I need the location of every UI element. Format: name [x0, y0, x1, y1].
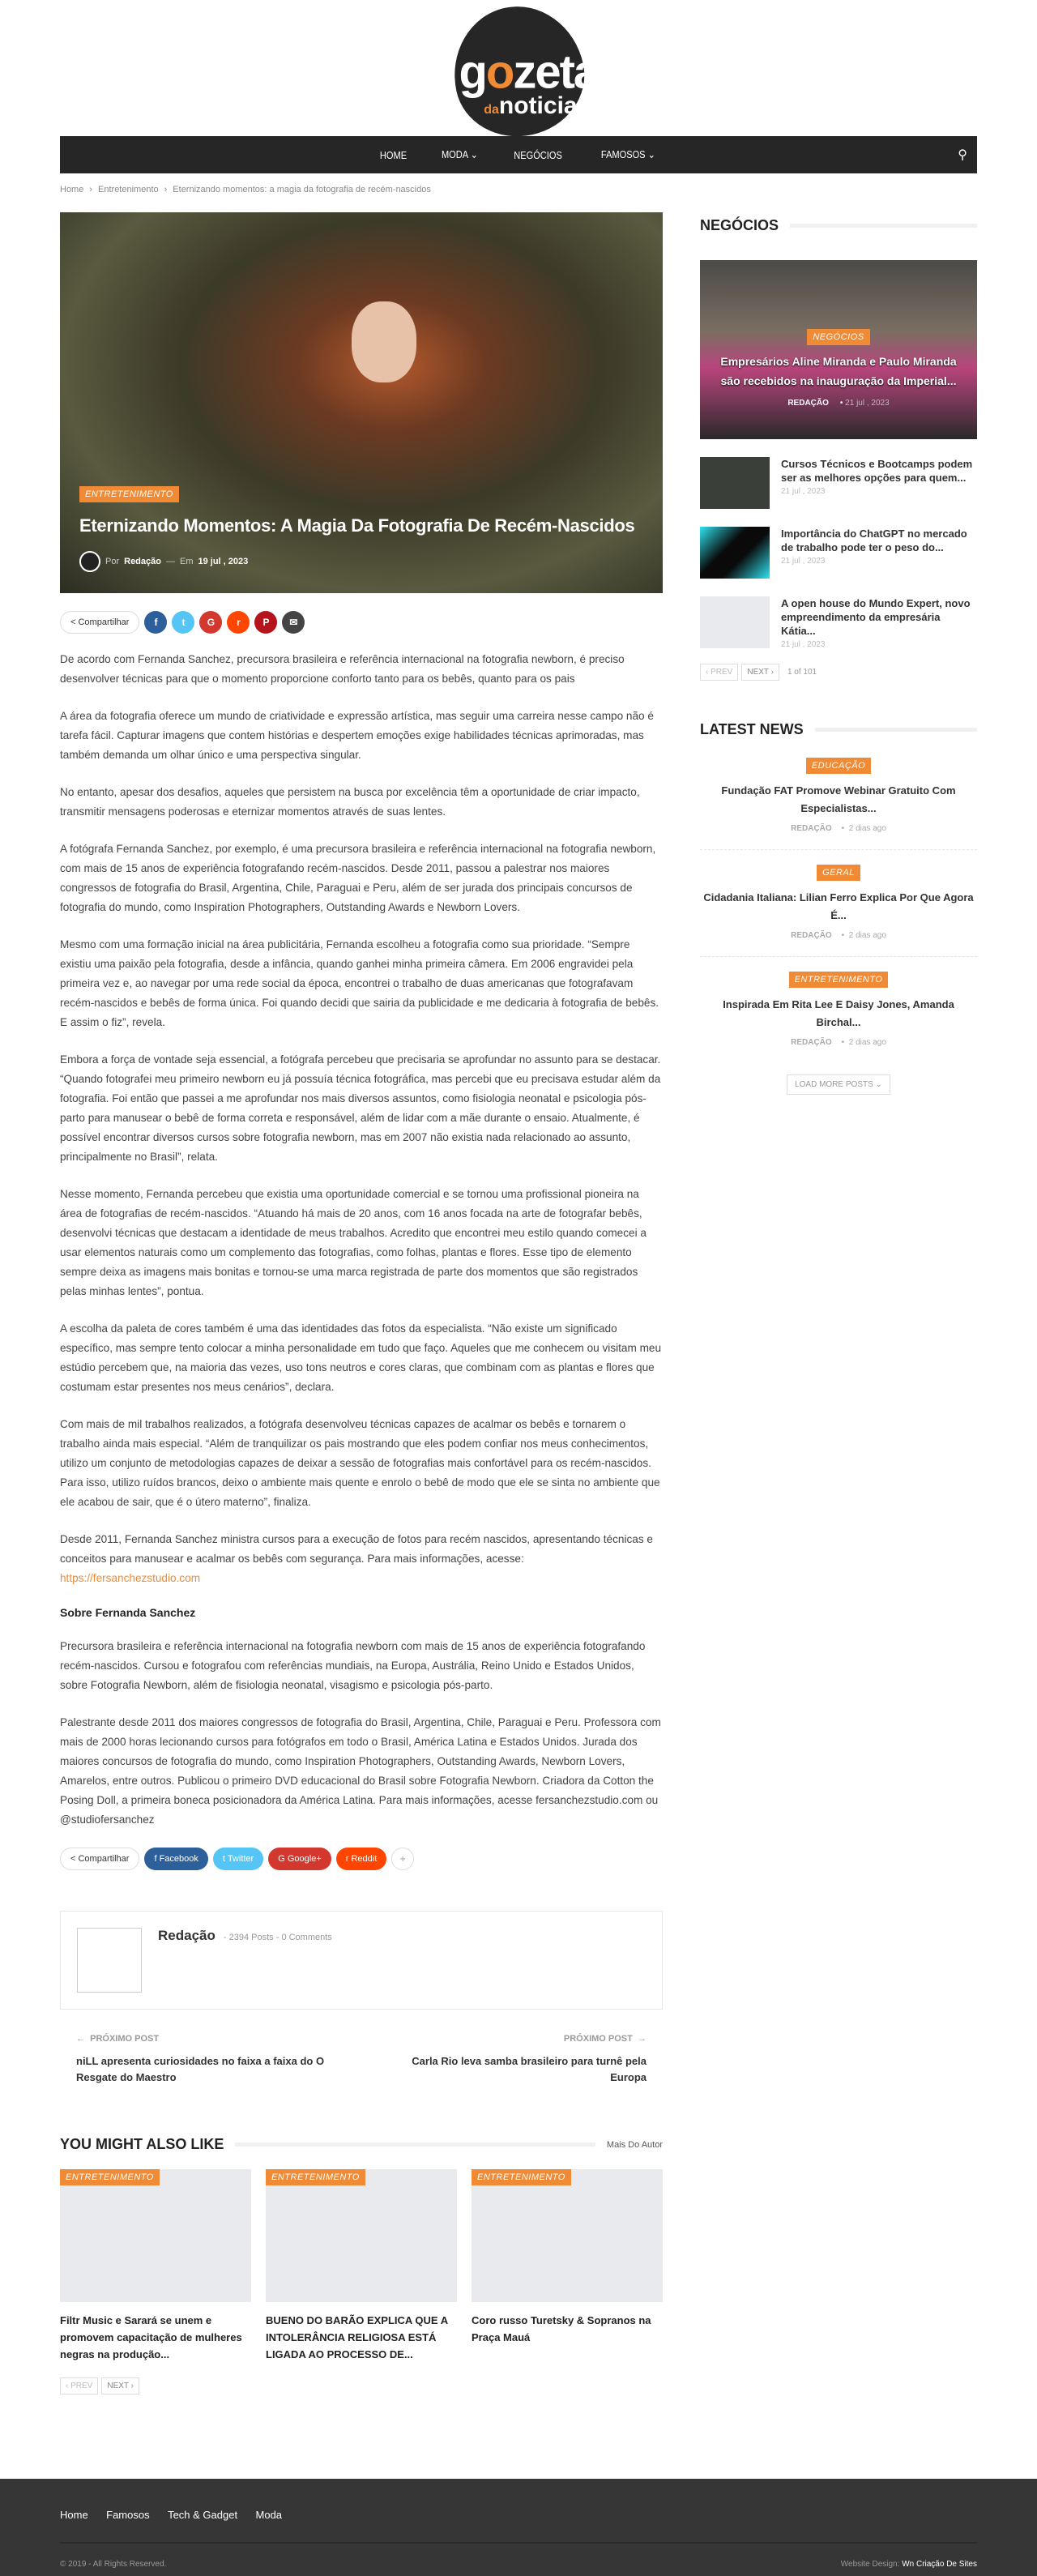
designer-link[interactable]: Wn Criação De Sites	[902, 2560, 977, 2569]
nav-negocios[interactable]: NEGÓCIOS	[514, 148, 563, 161]
share-button[interactable]: < Compartilhar	[60, 1848, 139, 1870]
paragraph: Desde 2011, Fernanda Sanchez ministra cursos para a execução de fotos para recém nascidos, apresentando técnicas e conceitos para manusear e acalmar os bebês com segurança. Para mais informações, acesse:	[60, 1533, 653, 1565]
author-avatar[interactable]	[79, 551, 100, 572]
article-date: 19 jul , 2023	[198, 557, 249, 566]
facebook-share-button[interactable]: f Facebook	[144, 1848, 207, 1870]
latest-item[interactable]: EDUCAÇÃO Fundação FAT Promove Webinar Gratuito Com Especialistas... REDAÇÃO • 2 dias ago	[700, 743, 977, 850]
section-heading: LATEST NEWS	[700, 721, 804, 737]
paragraph: Precursora brasileira e referência internacional na fotografia newborn com mais de 15 anos de experiência fotografando recém-nascidos. Cursou e fotografou com referências mundiais, na Europa, Austrália, Reino Unido e Estados Unidos, sobre Fotografia Newborn, além de fisiologia neonatal, visagismo e psicologia pós-parto.	[60, 1640, 646, 1691]
twitter-icon[interactable]: t	[172, 611, 194, 634]
related-card[interactable]: ENTRETENIMENTO Coro russo Turetsky & Sopranos na Praça Mauá	[472, 2169, 663, 2363]
next-button[interactable]: NEXT ›	[741, 664, 779, 681]
paragraph: Embora a força de vontade seja essencial, a fotógrafa percebeu que precisaria se aprofundar no assunto para se destacar. “Quando fotografei meu primeiro newborn eu já possuía técnica fotográfica, mas percebi que eu precisava estudar além da fotografia. Foi então que passei a me aprofundar nos mais diversos assuntos, como fisiologia neonatal e psicologia pós-parto para manusear o bebê de forma correta e responsável, além de lidar com a mãe durante o ensaio. Atualmente, é possível encontrar diversos cursos sobre fotografia newborn, mas em 2007 não existia nada relacionado ao assunto, principalmente no Brasil”, relata.	[60, 1053, 661, 1163]
facebook-icon[interactable]: f	[144, 611, 167, 634]
logo-mark	[442, 0, 599, 148]
arrow-right-icon: →	[638, 2034, 647, 2044]
studio-link[interactable]: https://fersanchezstudio.com	[60, 1572, 201, 1584]
footer-link-famosos[interactable]: Famosos	[106, 2509, 150, 2521]
author-link[interactable]: Redação	[124, 557, 161, 566]
arrow-left-icon: ←	[76, 2034, 85, 2044]
google-icon[interactable]: G	[199, 611, 222, 634]
copyright: © 2019 - All Rights Reserved.	[60, 2560, 167, 2569]
paragraph: No entanto, apesar dos desafios, aqueles que persistem na busca por excelência têm a oportunidade de criar impacto, transmitir mensagens poderosas e eternizar momentos através de suas lentes.	[60, 786, 640, 818]
share-label: Compartilhar	[78, 617, 130, 627]
list-item[interactable]: Cursos Técnicos e Bootcamps podem ser as melhores opções para quem... 21 jul , 2023	[700, 457, 977, 509]
paragraph: Mesmo com uma formação inicial na área publicitária, Fernanda escolheu a fotografia como sua prioridade. “Sempre existiu uma paixão pela fotografia, desde a infância, quando ganhei minha primeira câmera. Em 2006 engravidei pela primeira vez e, ao navegar por uma rede social da época, encontrei o trabalho de duas americanas que fotografavam recém-nascidos e bebês de forma única. Foi quando decidi que sairia da publicidade e me dedicaria à fotografia de bebês. E assim o fiz”, revela.	[60, 938, 659, 1028]
nav-moda[interactable]: MODA ⌄	[441, 148, 478, 160]
design-label: Website Design:	[840, 2560, 900, 2569]
author-box: Redação - 2394 Posts - 0 Comments	[60, 1911, 663, 2010]
main-nav	[60, 136, 977, 173]
prev-post[interactable]: ← PRÓXIMO POST niLL apresenta curiosidades no faixa a faixa do O Resgate do Maestro	[76, 2034, 325, 2083]
related-card[interactable]: ENTRETENIMENTO BUENO DO BARÃO EXPLICA QUE A INTOLERÂNCIA RELIGIOSA ESTÁ LIGADA AO PROCESSO DE...	[266, 2169, 457, 2363]
author-posts: 2394 Posts	[228, 1933, 274, 1942]
post-navigation	[76, 2034, 647, 2086]
search-icon[interactable]: ⚲	[958, 148, 967, 162]
on-label: Em	[179, 557, 194, 566]
share-bar-bottom	[60, 1848, 663, 1870]
breadcrumb-category[interactable]: Entretenimento	[98, 185, 159, 194]
hero-photo-subject	[352, 301, 416, 382]
logo-text: g	[459, 45, 486, 99]
more-share-icon[interactable]: +	[391, 1848, 414, 1870]
paragraph: Com mais de mil trabalhos realizados, a fotógrafa desenvolveu técnicas capazes de acalmar os bebês e tornarem o trabalho ainda mais especial. “Além de tranquilizar os pais mostrando que eles podem confiar nos meus conhecimentos, utilizo um conjunto de metodologias capazes de deixar a sessão de fotografias mais confortável para os recém-nascidos. Para isso, utilizo ruídos brancos, deixo o ambiente mais quente e enrolo o bebê de modo que ele se sinta no ambiente que ele acabou de sair, que é o útero materno”, finaliza.	[60, 1418, 660, 1508]
latest-item[interactable]: ENTRETENIMENTO Inspirada Em Rita Lee E Daisy Jones, Amanda Birchal... REDAÇÃO • 2 dias ago	[700, 957, 977, 1063]
prev-button[interactable]: ‹ PREV	[60, 2377, 98, 2394]
list-item[interactable]: Importância do ChatGPT no mercado de trabalho pode ter o peso do... 21 jul , 2023	[700, 527, 977, 579]
logo-text: noticia	[498, 92, 578, 119]
article-title: Eternizando Momentos: A Magia Da Fotografia De Recém-Nascidos	[79, 515, 635, 536]
article-meta	[79, 551, 248, 572]
paragraph: Palestrante desde 2011 dos maiores congressos de fotografia do Brasil, Argentina, Chile, Paraguai e Peru. Professora com mais de 2000 horas lecionando cursos para fotógrafos em todo o Brasil, América Latina e Estados Unidos. Jurada dos maiores concursos de fotografia do mundo, como Inspiration Photographers, Outstanding Awards, Newborn Lovers, Amarelos, entre outros. Publicou o primeiro DVD educacional do Brasil sobre Fotografia Newborn. Criadora da Cotton the Posing Doll, a primeira boneca posicionadora da América Latina. Para mais informações, acesse fersanchezstudio.com ou @studiofersanchez	[60, 1716, 661, 1826]
share-button[interactable]: < Compartilhar	[60, 611, 139, 634]
page-count: 1 of 101	[787, 668, 817, 677]
share-label: Compartilhar	[78, 1854, 130, 1864]
footer	[0, 2479, 1037, 2576]
twitter-share-button[interactable]: t Twitter	[213, 1848, 263, 1870]
paragraph: Nesse momento, Fernanda percebeu que existia uma oportunidade comercial e se tornou uma profissional pioneira na área de fotografias de recém-nascidos. “Atuando há mais de 20 anos, com 16 anos focada na arte de fotografar bebês, desenvolvi técnicas que destacam a identidade de meus trabalhos. Acredito que encontrei meu estilo quando comecei a usar elementos naturais como um complemento das fotografias, como folhas, plantas e flores. Esse tipo de elemento sempre deixa as imagens mais bonitas e tornou-se uma marca registrada de parte dos momentos que são registrados pelas minhas lentes”, pontua.	[60, 1188, 647, 1297]
category-badge[interactable]: ENTRETENIMENTO	[79, 486, 179, 502]
footer-link-tech[interactable]: Tech & Gadget	[168, 2509, 238, 2521]
author-photo[interactable]	[77, 1928, 142, 1993]
breadcrumb-home[interactable]: Home	[60, 185, 84, 194]
related-card[interactable]: ENTRETENIMENTO Filtr Music e Sarará se unem e promovem capacitação de mulheres negras na produção...	[60, 2169, 251, 2363]
hero-image	[60, 212, 663, 593]
by-label: Por	[105, 557, 120, 566]
section-heading: YOU MIGHT ALSO LIKE	[60, 2136, 224, 2152]
more-from-author-tab[interactable]: Mais Do Autor	[606, 2139, 663, 2150]
meta-separator: —	[165, 557, 175, 566]
sidebar	[700, 212, 977, 2394]
prev-button[interactable]: ‹ PREV	[700, 664, 738, 681]
section-heading: NEGÓCIOS	[700, 217, 779, 233]
breadcrumb: Home › Entretenimento › Eternizando momentos: a magia da fotografia de recém-nascidos	[60, 185, 431, 194]
logo-text: o	[485, 45, 514, 99]
nav-famosos[interactable]: FAMOSOS ⌄	[600, 148, 655, 160]
share-bar-top	[60, 611, 663, 634]
load-more-button[interactable]: LOAD MORE POSTS ⌄	[787, 1074, 890, 1095]
site-logo[interactable]	[60, 0, 977, 136]
footer-link-moda[interactable]: Moda	[255, 2509, 283, 2521]
latest-item[interactable]: GERAL Cidadania Italiana: Lilian Ferro Explica Por Que Agora É... REDAÇÃO • 2 dias ago	[700, 850, 977, 957]
related-posts	[60, 2136, 663, 2394]
next-button[interactable]: NEXT ›	[101, 2377, 139, 2394]
paragraph: A fotógrafa Fernanda Sanchez, por exemplo, é uma precursora brasileira e referência internacional na fotografia newborn, com mais de 15 anos de experiência fotografando recém-nascidos. Desde 2011, passou a palestrar nos maiores congressos de fotografia do Brasil, Argentina, Chile, Paraguai e Peru, além de ser jurada dos principais concursos de fotografia do mundo, como Inspiration Photographers, Outstanding Awards e Newborn Lovers.	[60, 843, 656, 913]
featured-post[interactable]: NEGÓCIOS Empresários Aline Miranda e Paulo Miranda são recebidos na inauguração da Imperial... REDAÇÃO • 21 jul , 2023	[700, 260, 977, 439]
footer-link-home[interactable]: Home	[60, 2509, 88, 2521]
list-item[interactable]: A open house do Mundo Expert, novo empreendimento da empresária Kátia... 21 jul , 2023	[700, 596, 977, 649]
subheading: Sobre Fernanda Sanchez	[60, 1606, 196, 1619]
logo-text: da	[484, 102, 499, 117]
reddit-icon[interactable]: r	[227, 611, 250, 634]
breadcrumb-current: Eternizando momentos: a magia da fotografia de recém-nascidos	[173, 185, 431, 194]
paragraph: A escolha da paleta de cores também é uma das identidades das fotos da especialista. “Não existe um significado específico, mas sempre tento colocar a minha personalidade em tudo que faço. Aqueles que me conhecem ou visitam meu estúdio percebem que, na maioria das vezes, uso tons neutros e cores claras, que combinam com as plantas e flores que costumam estar presentes nos meus cenários”, declara.	[60, 1322, 662, 1393]
email-icon[interactable]: ✉	[282, 611, 305, 634]
logo-text: zeta	[513, 45, 599, 99]
pinterest-icon[interactable]: P	[254, 611, 277, 634]
next-post[interactable]: PRÓXIMO POST → Carla Rio leva samba brasileiro para turnê pela Europa	[412, 2034, 647, 2083]
article	[60, 212, 663, 2394]
google-share-button[interactable]: G Google+	[268, 1848, 331, 1870]
author-comments: 0 Comments	[281, 1933, 332, 1942]
author-name[interactable]: Redação	[158, 1928, 216, 1943]
article-body	[60, 650, 663, 1830]
paragraph: De acordo com Fernanda Sanchez, precursora brasileira e referência internacional na fotografia newborn, é preciso desenvolver técnicas para que o momento proporcione conforto tanto para os bebês, quanto para os pais	[60, 653, 625, 685]
paragraph: A área da fotografia oferece um mundo de criatividade e expressão artística, mas seguir uma carreira nesse campo não é tarefa fácil. Capturar imagens que contem histórias e despertem emoções exige habilidades técnicas aprimoradas, mas também demanda um olhar único e uma perspectiva singular.	[60, 710, 654, 761]
nav-home[interactable]: HOME	[379, 148, 407, 161]
reddit-share-button[interactable]: r Reddit	[336, 1848, 387, 1870]
